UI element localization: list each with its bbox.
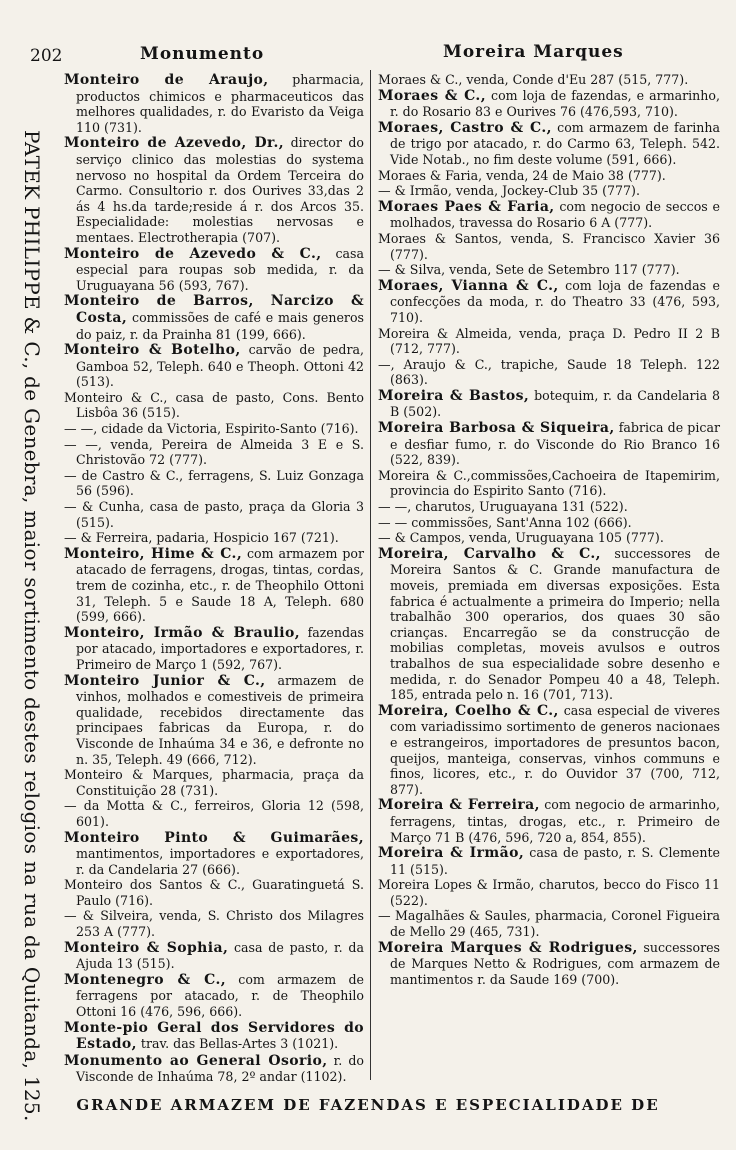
entry-text: com loja de fazendas e confecções da moda, r. do Theatro 33 (476, 593, 710). — [390, 277, 720, 325]
directory-entry — [378, 326, 720, 357]
page-header — [0, 40, 736, 70]
entry-text: com negocio de seccos e molhados, travessa do Rosario 6 A (777). — [390, 198, 720, 231]
entry-name: Monteiro de Azevedo & C., — [64, 245, 322, 262]
directory-entry — [64, 135, 364, 245]
directory-entry — [378, 940, 720, 988]
directory-entry — [378, 530, 720, 546]
entry-text: Monteiro & C., casa de pasto, Cons. Bento Lisbôa 36 (515). — [64, 389, 364, 421]
entry-text: armazem de vinhos, molhados e comestiveis de primeira qualidade, recebidos directamente das principaes fabricas da Europa, r. do Visconde de Inhaúma 34 e 36, e defronte no n. 35, Teleph. 49 (666, 712). — [76, 672, 364, 767]
directory-entry — [64, 830, 364, 878]
entry-name: Monteiro de Azevedo, Dr., — [64, 135, 285, 152]
right-running-title: Moreira Marques — [443, 42, 624, 62]
entry-name: Moreira & Bastos, — [378, 387, 530, 404]
entry-text: com armazem por atacado de ferragens, drogas, tintas, cordas, trem de cozinha, etc., r. de Theophilo Ottoni 31, Teleph. 5 e Saude 18 A, Teleph. 680 (599, 666). — [76, 545, 364, 625]
entry-text: trav. das Bellas-Artes 3 (1021). — [140, 1036, 339, 1052]
entry-name: Moreira & Irmão, — [378, 845, 525, 862]
directory-entry — [64, 72, 364, 135]
side-advertisement — [0, 130, 60, 1122]
directory-entry — [378, 88, 720, 120]
directory-entry — [378, 515, 720, 531]
entry-name: Moreira, Coelho & C., — [378, 702, 559, 719]
directory-entry — [378, 278, 720, 326]
directory-entry — [378, 468, 720, 499]
entry-name: Monte-pio Geral dos Servidores do Estado, — [64, 1019, 364, 1053]
directory-entry — [64, 342, 364, 390]
entry-text: com armazem de farinha de trigo por atacado, r. do Carmo 63, Teleph. 542. Vide Notab., no fim deste volume (591, 666). — [390, 119, 720, 167]
entry-name: Montenegro & C., — [64, 971, 226, 988]
entry-text: — — commissões, Sant'Anna 102 (666). — [378, 514, 632, 530]
entry-text: casa especial para roupas sob medida, r. da Uruguayana 56 (593, 767). — [76, 245, 364, 293]
directory-entry — [378, 262, 720, 278]
entry-text: — & Campos, venda, Uruguayana 105 (777). — [378, 530, 664, 546]
entry-text: —, Araujo & C., trapiche, Saude 18 Teleph. 122 (863). — [378, 356, 720, 388]
directory-entry — [64, 940, 364, 972]
directory-entry — [64, 877, 364, 908]
entry-name: Monteiro & Botelho, — [64, 342, 241, 359]
entry-text: Moraes & Santos, venda, S. Francisco Xavier 36 (777). — [378, 230, 720, 262]
directory-entry — [64, 673, 364, 768]
entry-text: mantimentos, importadores e exportadores, r. da Candelaria 27 (666). — [76, 846, 364, 877]
entry-text: successores de Moreira Santos & C. Grande manufactura de moveis, premiada em diversas exposições. Esta fabrica é actualmente a primeira do Imperio; nella trabalhão 300 operarios, dos quaes 30 são crianças. Encarregão se da construcção de mobilias completas, moveis avulsos e outros trabalhos de sua especialidade sobre desenho e medida, r. do Senador Pompeu 40 a 48, Teleph. 185, entrada pelo n. 16 (701, 713). — [390, 545, 720, 703]
directory-entry — [378, 388, 720, 420]
directory-entry — [378, 231, 720, 262]
entry-text: Monteiro & Marques, pharmacia, praça da Constituição 28 (731). — [64, 767, 364, 798]
directory-entry — [64, 798, 364, 829]
entry-text: — da Motta & C., ferreiros, Gloria 12 (598, 601). — [64, 798, 364, 829]
entry-name: Moreira & Ferreira, — [378, 797, 540, 814]
entry-name: Monumento ao General Osorio, — [64, 1052, 328, 1069]
entry-name: Monteiro de Barros, Narcizo & Costa, — [64, 293, 364, 326]
directory-entry — [378, 908, 720, 939]
directory-entry — [378, 546, 720, 703]
entry-text: — Magalhães & Saules, pharmacia, Coronel Figueira de Mello 29 (465, 731). — [378, 908, 720, 940]
directory-entry — [64, 546, 364, 625]
entry-text: — de Castro & C., ferragens, S. Luiz Gonzaga 56 (596). — [64, 467, 364, 499]
directory-entry — [378, 183, 720, 199]
entry-name: Monteiro, Hime & C., — [64, 545, 243, 562]
directory-entry — [378, 168, 720, 184]
page-number: 202 — [30, 46, 63, 66]
directory-entry — [64, 293, 364, 342]
directory-entry — [378, 845, 720, 877]
entry-name: Moraes Paes & Faria, — [378, 198, 555, 215]
directory-entry — [378, 120, 720, 168]
entry-text: — & Ferreira, padaria, Hospicio 167 (721). — [64, 530, 339, 546]
entry-name: Monteiro, Irmão & Braulio, — [64, 624, 301, 641]
directory-entry — [378, 199, 720, 231]
directory-entry — [378, 72, 720, 88]
directory-entry — [64, 468, 364, 499]
entry-text: Moreira Lopes & Irmão, charutos, becco do Fisco 11 (522). — [378, 877, 720, 908]
entry-text: fazendas por atacado, importadores e exportadores, r. Primeiro de Março 1 (592, 767). — [76, 624, 364, 672]
entry-name: Monteiro Pinto & Guimarães, — [64, 829, 364, 846]
entry-text: Moraes & Faria, venda, 24 de Maio 38 (777). — [378, 167, 666, 183]
directory-entry — [64, 1053, 364, 1085]
directory-entry — [64, 908, 364, 939]
entry-name: Moraes & C., — [378, 87, 486, 104]
entry-text: com negocio de armarinho, ferragens, tintas, drogas, etc., r. Primeiro de Março 71 B (476, 596, 720 a, 854, 855). — [390, 797, 720, 845]
entry-name: Moreira, Carvalho & C., — [378, 545, 601, 562]
entry-text: — & Irmão, venda, Jockey-Club 35 (777). — [378, 183, 640, 199]
entry-text: — & Silveira, venda, S. Christo dos Milagres 253 A (777). — [64, 908, 364, 940]
directory-entry — [64, 246, 364, 294]
entry-text: r. do Visconde de Inhaúma 78, 2º andar (1102). — [76, 1052, 364, 1085]
entry-text: Moreira & Almeida, venda, praça D. Pedro II 2 B (712, 777). — [378, 325, 720, 357]
entry-text: — —, charutos, Uruguayana 131 (522). — [378, 499, 628, 515]
entry-name: Monteiro Junior & C., — [64, 672, 266, 689]
entry-text: pharmacia, productos chimicos e pharmaceuticos das melhores qualidades, r. do Evaristo da Veiga 110 (731). — [76, 72, 364, 135]
entry-name: Moreira Marques & Rodrigues, — [378, 939, 638, 956]
entry-text: casa especial de viveres com variadissimo sortimento de generos nacionaes e estrangeiros, importadores de presuntos bacon, queijos, manteiga, conservas, vinhos communs e finos, licores, etc., r. do Ouvidor 37 (700, 712, 877). — [390, 702, 720, 797]
directory-entry — [378, 877, 720, 908]
entry-text: — —, cidade da Victoria, Espirito-Santo (716). — [64, 421, 359, 437]
directory-entry — [64, 499, 364, 530]
side-advertisement-text: PATEK PHILIPPE & C., de Genebra, maior sortimento destes relogios na rua da Quitanda, 125. — [20, 130, 44, 1122]
directory-entry — [64, 421, 364, 437]
directory-entry — [64, 390, 364, 421]
directory-entry — [378, 797, 720, 845]
entry-text: successores de Marques Netto & Rodrigues, com armazem de mantimentos r. da Saude 169 (700). — [390, 939, 720, 987]
entry-name: Moraes, Castro & C., — [378, 119, 552, 136]
directory-entry — [64, 625, 364, 673]
entry-name: Monteiro de Araujo, — [64, 72, 269, 88]
entry-name: Monteiro & Sophia, — [64, 939, 229, 956]
directory-entry — [378, 420, 720, 468]
entry-text: commissões de café e mais generos do paiz, r. da Prainha 81 (199, 666). — [76, 309, 364, 342]
entry-text: — & Cunha, casa de pasto, praça da Gloria 3 (515). — [64, 499, 364, 530]
footer-banner: GRANDE ARMAZEM DE FAZENDAS E ESPECIALIDADE DE — [76, 1096, 660, 1114]
directory-entry — [64, 972, 364, 1020]
entry-text: — & Silva, venda, Sete de Setembro 117 (777). — [378, 262, 680, 278]
column-divider — [370, 70, 371, 1080]
directory-entry — [378, 703, 720, 798]
right-column — [378, 72, 720, 987]
entry-text: director do serviço clinico das molestias do systema nervoso no hospital da Ordem Terceira do Carmo. Consultorio r. dos Ourives 33,das 2 ás 4 hs.da tarde;reside á r. dos Arcos 35. Especialidade: molestias nervosas e mentaes. Electrotherapia (707). — [76, 135, 365, 245]
entry-text: carvão de pedra, Gamboa 52, Teleph. 640 e Theoph. Ottoni 42 (513). — [76, 342, 364, 390]
entry-name: Moreira Barbosa & Siqueira, — [378, 420, 615, 437]
entry-text: casa de pasto, r. S. Clemente 11 (515). — [390, 845, 720, 877]
entry-text: Moraes & C., venda, Conde d'Eu 287 (515, 777). — [378, 72, 689, 87]
entry-text: casa de pasto, r. da Ajuda 13 (515). — [76, 939, 365, 972]
entry-text: com loja de fazendas, e armarinho, r. do Rosario 83 e Ourives 76 (476,593, 710). — [390, 87, 720, 120]
left-column — [64, 72, 364, 1085]
entry-text: fabrica de picar e desfiar fumo, r. do Visconde do Rio Branco 16 (522, 839). — [390, 420, 720, 468]
entry-text: Moreira & C.,commissões,Cachoeira de Itapemirim, provincia do Espirito Santo (716). — [378, 467, 720, 499]
entry-name: Moraes, Vianna & C., — [378, 277, 559, 294]
entry-text: botequim, r. da Candelaria 8 B (502). — [390, 387, 720, 420]
entry-text: Monteiro dos Santos & C., Guaratinguetá S. Paulo (716). — [64, 877, 364, 908]
directory-entry — [64, 1020, 364, 1053]
directory-entry — [64, 530, 364, 546]
directory-entry — [64, 767, 364, 798]
entry-text: — —, venda, Pereira de Almeida 3 E e S. Christovão 72 (777). — [64, 436, 364, 468]
directory-entry — [378, 499, 720, 515]
entry-text: com armazem de ferragens por atacado, r. de Theophilo Ottoni 16 (476, 596, 666). — [76, 971, 364, 1020]
directory-entry — [64, 437, 364, 468]
directory-entry — [378, 357, 720, 388]
left-running-title: Monumento — [140, 44, 265, 64]
